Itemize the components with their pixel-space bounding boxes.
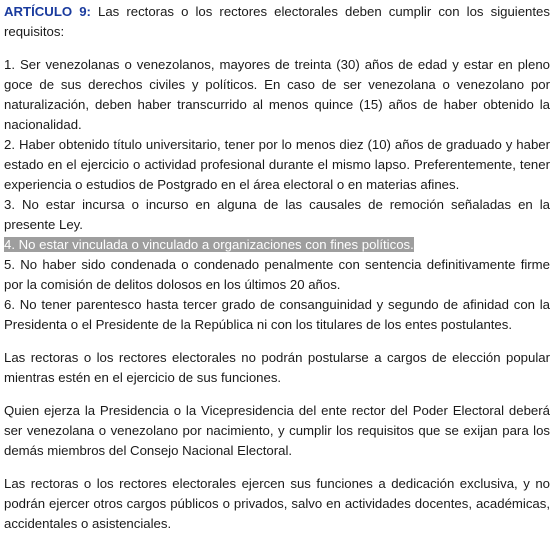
requirement-item-5: 5. No haber sido condenada o condenado penalmente con sentencia definitivamente firme por la comisión de delitos dolosos en los últimos 20 años. [4,257,550,292]
article-intro-text: Las rectoras o los rectores electorales deben cumplir con los siguientes requisitos: [4,4,550,39]
requirement-item-4 [4,235,550,255]
selected-text-highlight[interactable]: 4. No estar vinculada o vinculado a organizaciones con fines políticos. [4,237,414,252]
article-intro [4,2,550,42]
paragraph-presidency: Quien ejerza la Presidencia o la Vicepresidencia del ente rector del Poder Electoral deberá ser venezolana o venezolano por nacimiento, y cumplir los requisitos que se exijan para los demás miembros del Consejo Nacional Electoral. [4,403,550,458]
paragraph-postulation: Las rectoras o los rectores electorales no podrán postularse a cargos de elección popular mientras estén en el ejercicio de sus funciones. [4,350,550,385]
requirement-item-2: 2. Haber obtenido título universitario, tener por lo menos diez (10) años de graduado y haber estado en el ejercicio o actividad profesional durante el mismo lapso. Preferentemente, tener experiencia o estudios de Postgrado en el área electoral o en materias afines. [4,137,550,192]
requirement-item-3: 3. No estar incursa o incurso en alguna de las causales de remoción señaladas en la presente Ley. [4,197,550,232]
article-document [4,2,550,534]
requirement-item-1: 1. Ser venezolanas o venezolanos, mayores de treinta (30) años de edad y estar en pleno goce de sus derechos civiles y políticos. En caso de ser venezolana o venezolano por naturalización, deben haber transcurrido al menos quince (15) años de haber obtenido la nacionalidad. [4,57,550,132]
article-label: ARTÍCULO 9: [4,4,91,19]
requirements-list [4,55,550,335]
paragraph-exclusive-dedication: Las rectoras o los rectores electorales ejercen sus funciones a dedicación exclusiva, y no podrán ejercer otros cargos públicos o privados, salvo en actividades docentes, académicas, accidentales o asistenciales. [4,476,550,531]
requirement-item-6: 6. No tener parentesco hasta tercer grado de consanguinidad y segundo de afinidad con la Presidenta o el Presidente de la República ni con los titulares de los entes postulantes. [4,297,550,332]
